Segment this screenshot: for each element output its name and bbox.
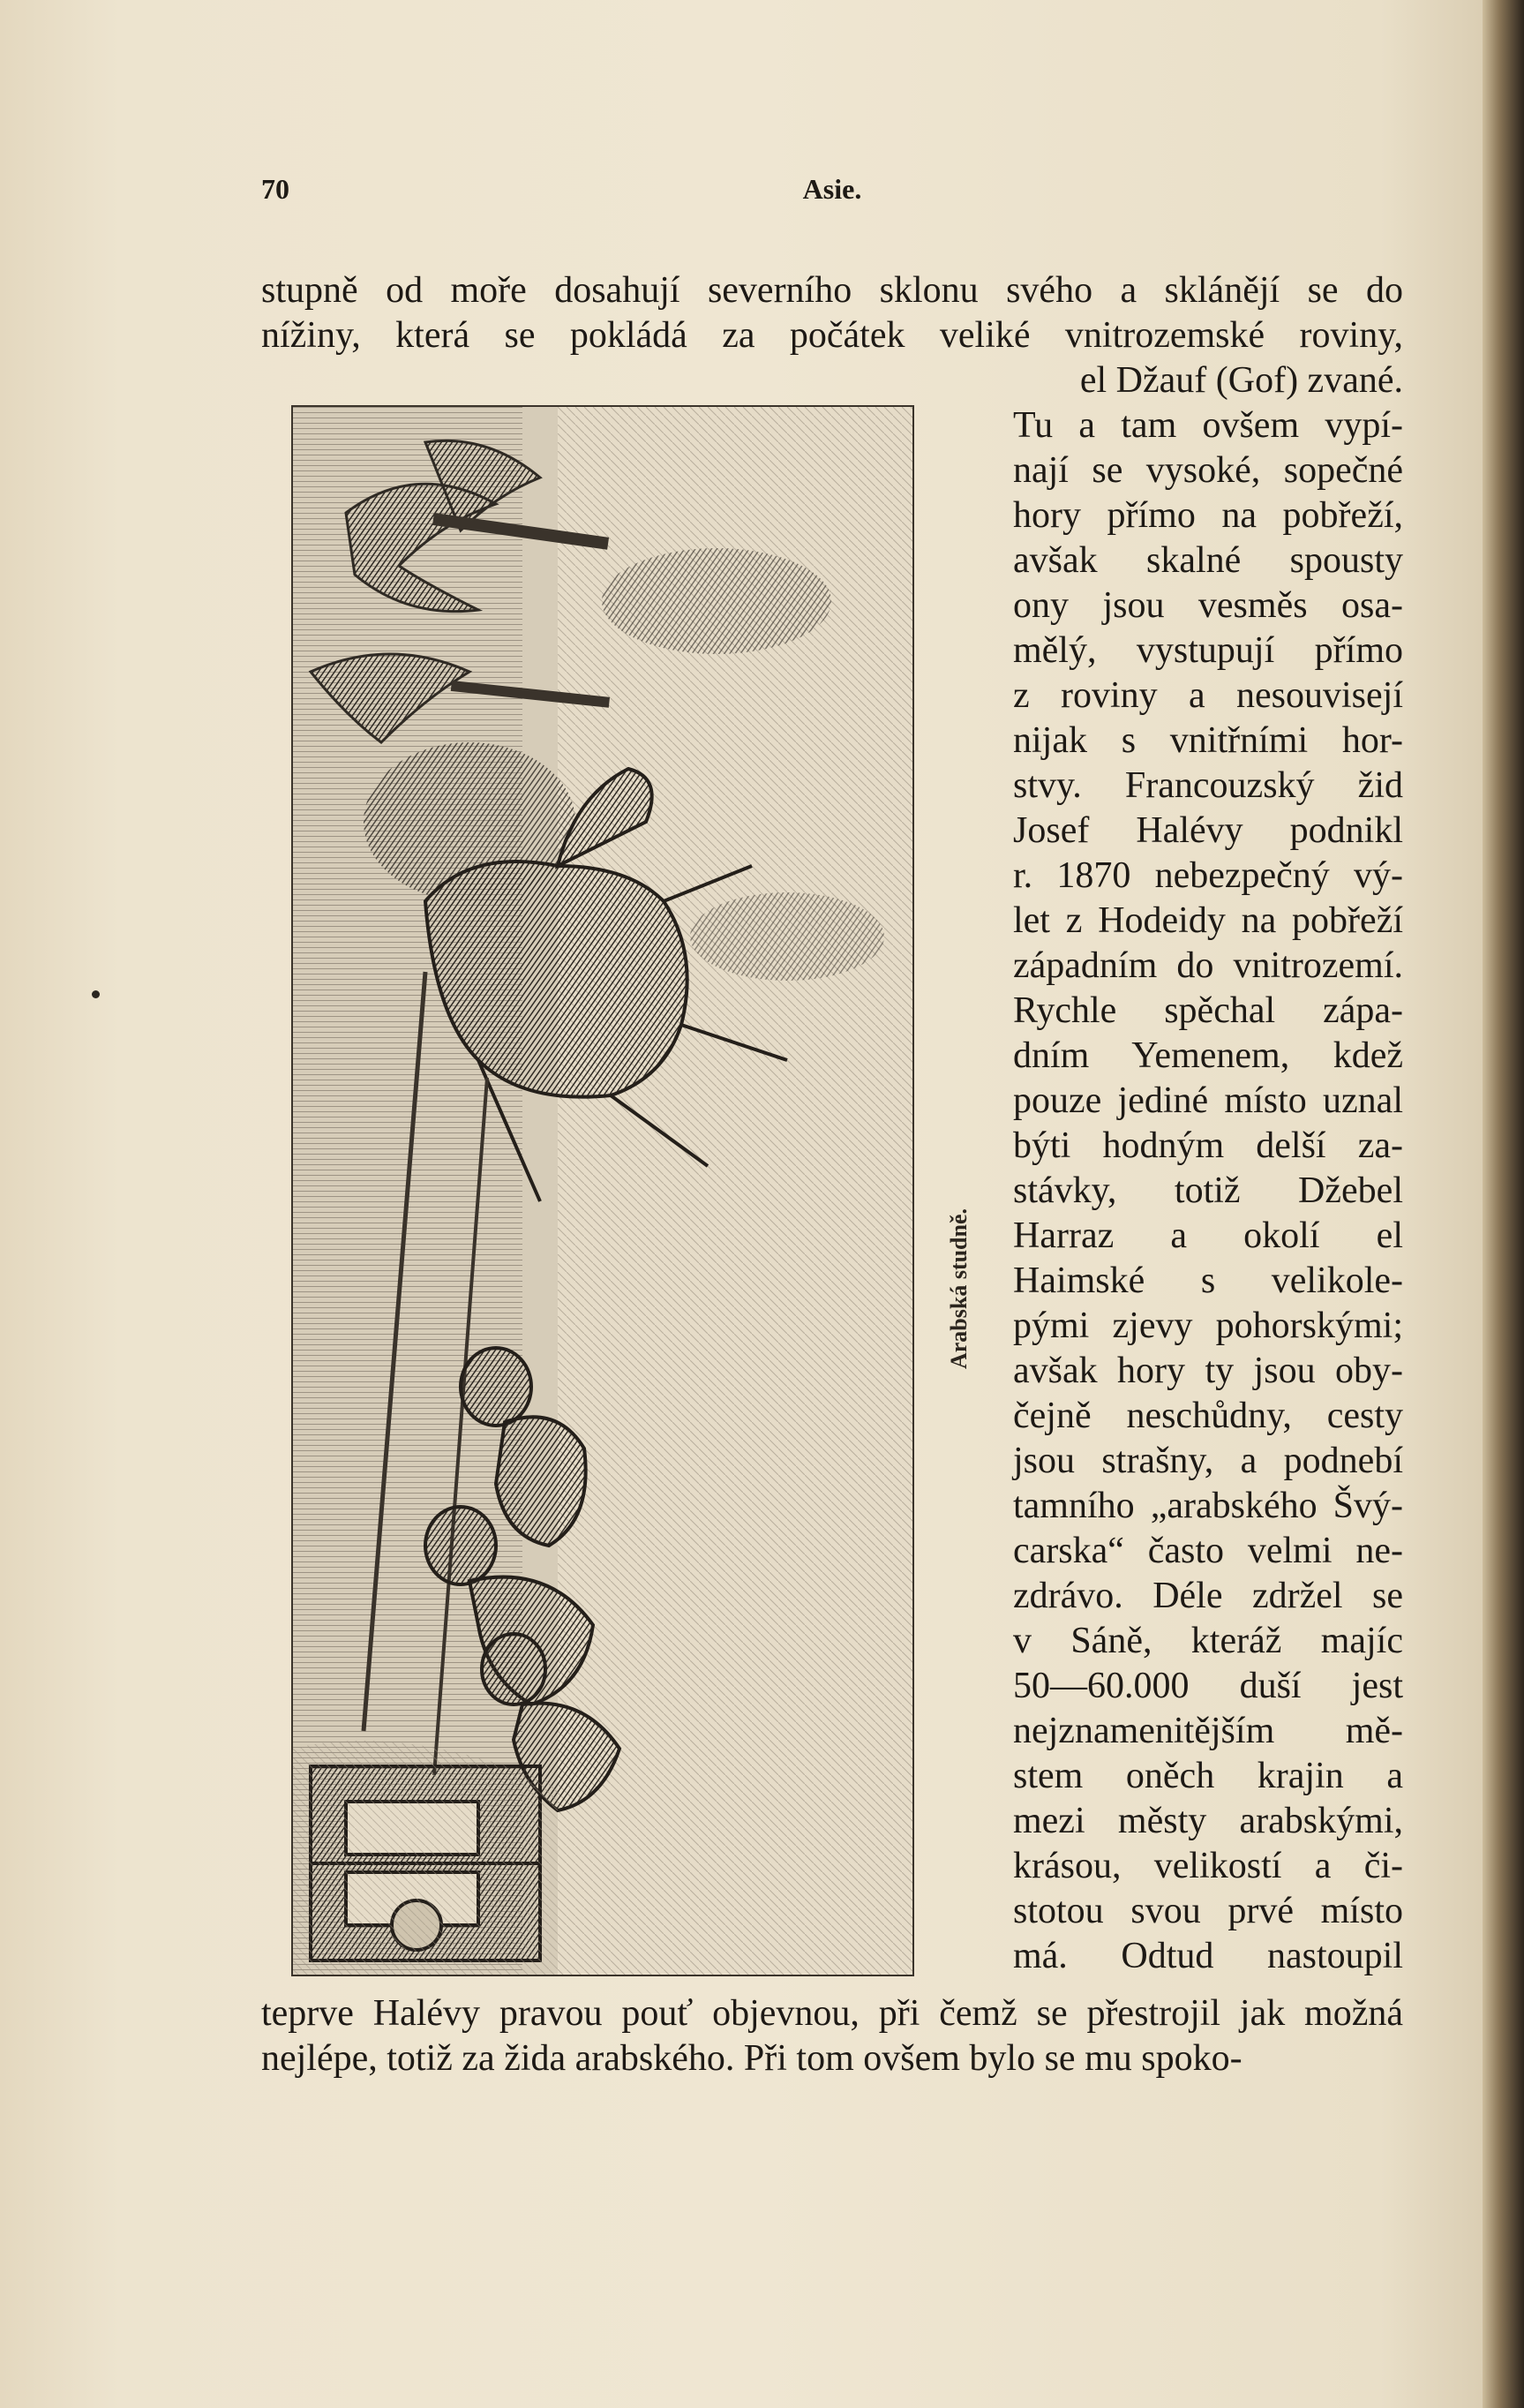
text-line: carska“ často velmi ne- [1013, 1531, 1403, 1571]
text-line: dním Yemenem, kdež [1013, 1035, 1403, 1076]
text-line: pouze jediné místo uznal [1013, 1080, 1403, 1121]
text-line: stem oněch krajin a [1013, 1756, 1403, 1796]
text-line: v Sáně, kteráž majíc [1013, 1621, 1403, 1661]
text-line: stotou svou prvé místo [1013, 1891, 1403, 1931]
text-line: nejznamenitějším mě- [1013, 1711, 1403, 1751]
text-line: Haimské s velikole- [1013, 1260, 1403, 1301]
text-line: stávky, totiž Džebel [1013, 1170, 1403, 1211]
text-line: má. Odtud nastoupil [1013, 1936, 1403, 1976]
book-spine-edge [1483, 0, 1524, 2408]
text-line: nížiny, která se pokládá za počátek veliké vnitrozemské roviny, [261, 315, 1403, 356]
caption-text: Arabská studně. [946, 1208, 972, 1370]
text-line: Harraz a okolí el [1013, 1215, 1403, 1256]
figure-caption [937, 1148, 981, 1430]
text-line: západním do vnitrozemí. [1013, 945, 1403, 986]
text-line: Rychle spěchal zápa- [1013, 990, 1403, 1031]
page-header [261, 173, 1403, 217]
page-number: 70 [261, 173, 289, 205]
text-line: hory přímo na pobřeží, [1013, 495, 1403, 536]
text-line: zdrávo. Déle zdržel se [1013, 1576, 1403, 1616]
text-line: teprve Halévy pravou pouť objevnou, při čemž se přestrojil jak možná [261, 1993, 1403, 2034]
text-line: býti hodným delší za- [1013, 1125, 1403, 1166]
text-line: let z Hodeidy na pobřeží [1013, 900, 1403, 941]
text-line: avšak hory ty jsou oby- [1013, 1351, 1403, 1391]
text-line: nejlépe, totiž za žida arabského. Při tom ovšem bylo se mu spoko- [261, 2038, 1242, 2079]
running-title: Asie. [802, 173, 862, 205]
text-line: 50—60.000 duší jest [1013, 1666, 1403, 1706]
text-line: krásou, velikostí a či- [1013, 1846, 1403, 1886]
text-line: Josef Halévy podnikl [1013, 810, 1403, 851]
text-line: el Džauf (Gof) zvané. [1079, 360, 1403, 401]
text-line: nají se vysoké, sopečné [1013, 450, 1403, 491]
text-line: stvy. Francouzský žid [1013, 765, 1403, 806]
text-line: nijak s vnitřními hor- [1013, 720, 1403, 761]
text-line: jsou strašny, a podnebí [1013, 1441, 1403, 1481]
text-line: tamního „arabského Švý- [1013, 1486, 1403, 1526]
text-line: Tu a tam ovšem vypí- [1013, 405, 1403, 446]
text-line: ony jsou vesměs osa- [1013, 585, 1403, 626]
ink-spot [92, 990, 100, 998]
text-line: pými zjevy pohorskými; [1013, 1306, 1403, 1346]
text-line: mělý, vystupují přímo [1013, 630, 1403, 671]
text-line: avšak skalné spousty [1013, 540, 1403, 581]
text-line: z roviny a nesouvisejí [1013, 675, 1403, 716]
text-line: čejně neschůdny, cesty [1013, 1396, 1403, 1436]
text-line: r. 1870 nebezpečný vý- [1013, 855, 1403, 896]
engraving-illustration [291, 405, 914, 1976]
text-line: mezi městy arabskými, [1013, 1801, 1403, 1841]
text-line: stupně od moře dosahují severního sklonu svého a sklánějí se do [261, 270, 1403, 311]
